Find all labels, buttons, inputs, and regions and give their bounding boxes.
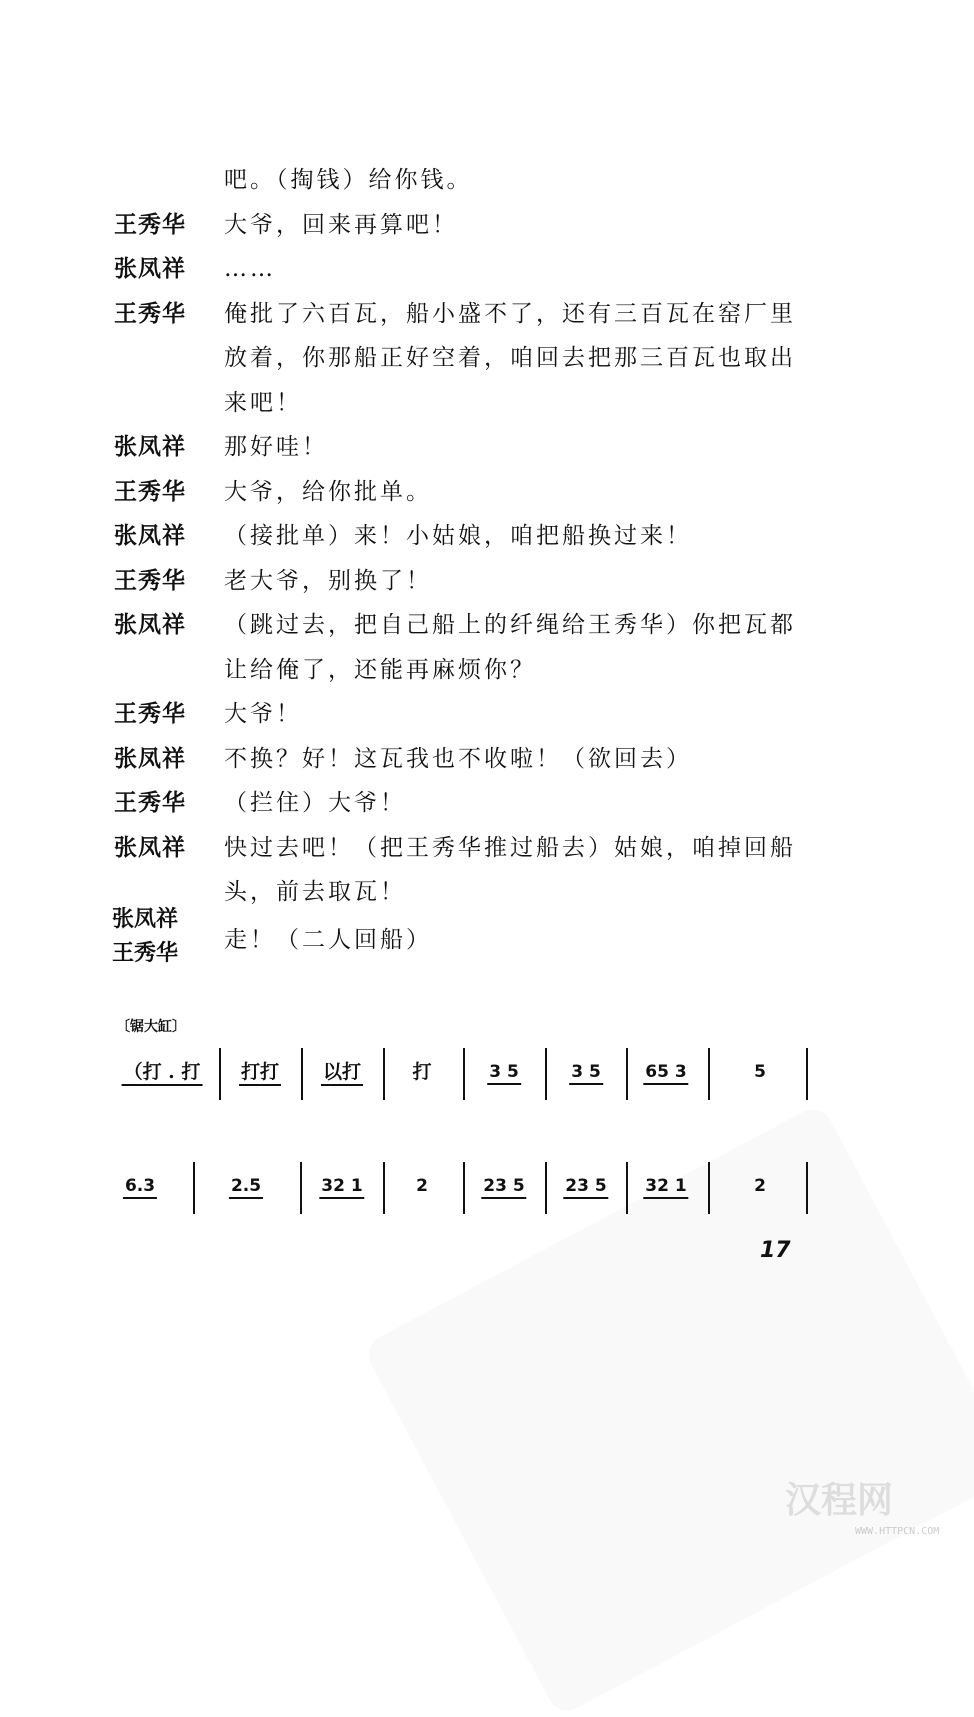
speaker-name: 张凤祥 xyxy=(114,611,186,638)
dialogue-line xyxy=(0,478,974,522)
bar-line xyxy=(300,1162,302,1214)
bar-line xyxy=(806,1162,808,1214)
speaker-name: 王秀华 xyxy=(114,210,186,238)
speaker-name: 王秀华 xyxy=(114,477,186,505)
measure-notes: 3 5 xyxy=(487,1062,521,1085)
music-measure xyxy=(563,1174,608,1198)
dialogue-line xyxy=(0,789,974,833)
bar-line xyxy=(626,1162,628,1214)
dialogue-text: …… xyxy=(224,256,276,282)
dialogue-text: 俺批了六百瓦，船小盛不了，还有三百瓦在窑厂里 xyxy=(224,300,796,327)
bar-line xyxy=(463,1048,465,1100)
speaker-name: 王秀华 xyxy=(114,700,186,727)
dialogue-text: 走！（二人回船） xyxy=(224,927,432,953)
dialogue-line xyxy=(0,700,974,744)
measure-notes: 打 xyxy=(412,1061,432,1083)
speaker-name: 王秀华 xyxy=(112,940,179,966)
bar-line xyxy=(626,1048,628,1100)
bar-line xyxy=(806,1048,808,1100)
dialogue-line xyxy=(0,745,974,789)
measure-notes: 23 5 xyxy=(563,1176,608,1199)
speaker-name: 王秀华 xyxy=(114,566,186,594)
dialogue-text: 头，前去取瓦！ xyxy=(224,879,406,905)
bar-line xyxy=(463,1162,465,1214)
dialogue-line xyxy=(0,522,974,566)
measure-notes: 5 xyxy=(754,1062,766,1082)
measure-notes: 32 1 xyxy=(319,1176,364,1199)
music-measure xyxy=(754,1060,766,1084)
watermark-url: WWW.HTTPCN.COM xyxy=(855,1526,940,1537)
measure-notes: 23 5 xyxy=(481,1176,526,1199)
bar-line xyxy=(219,1048,221,1100)
bar-line xyxy=(383,1162,385,1214)
music-measure xyxy=(416,1174,428,1198)
measure-notes: 65 3 xyxy=(643,1062,688,1085)
music-measure xyxy=(754,1174,766,1198)
measure-notes: 6.3 xyxy=(123,1176,157,1199)
speaker-name: 张凤祥 xyxy=(114,522,186,549)
bar-line xyxy=(708,1048,710,1100)
dialogue-text: （接批单）来！小姑娘，咱把船换过来！ xyxy=(224,523,692,549)
music-measure xyxy=(569,1060,603,1084)
bar-line xyxy=(545,1162,547,1214)
music-measure xyxy=(643,1174,688,1198)
music-measure xyxy=(487,1060,521,1084)
dialogue-line xyxy=(0,300,974,344)
dialogue-text: 那好哇！ xyxy=(224,434,328,460)
dialogue-text: 大爷，给你批单。 xyxy=(224,478,432,505)
dialogue-text: 老大爷，别换了！ xyxy=(224,567,432,594)
music-measure xyxy=(319,1174,364,1198)
music-measure xyxy=(123,1174,157,1198)
speaker-name: 张凤祥 xyxy=(114,833,186,861)
music-measure xyxy=(481,1174,526,1198)
measure-notes: 打打 xyxy=(239,1061,281,1086)
music-label: 〔锯大缸〕 xyxy=(116,1019,186,1035)
measure-notes: 以打 xyxy=(321,1061,363,1086)
dialogue-line xyxy=(0,611,974,655)
dialogue-text: 来吧！ xyxy=(224,389,302,416)
measure-notes: 32 1 xyxy=(643,1176,688,1199)
dialogue-line xyxy=(0,656,974,700)
measure-notes: 3 5 xyxy=(569,1062,603,1085)
dialogue-line xyxy=(0,166,974,210)
dialogue-text: （拦住）大爷！ xyxy=(224,790,406,816)
speaker-name: 王秀华 xyxy=(114,299,186,327)
speaker-name: 王秀华 xyxy=(114,789,186,816)
speaker-name: 张凤祥 xyxy=(114,744,186,772)
bar-line xyxy=(383,1048,385,1100)
bar-line xyxy=(301,1048,303,1100)
page-number: 17 xyxy=(760,1238,791,1263)
music-measure xyxy=(321,1060,363,1084)
dialogue-text: 大爷，回来再算吧！ xyxy=(224,211,458,238)
music-measure xyxy=(643,1060,688,1084)
dialogue-line xyxy=(0,834,974,878)
measure-notes: 2.5 xyxy=(229,1176,263,1199)
dialogue-line xyxy=(0,211,974,255)
dialogue-line xyxy=(0,433,974,477)
dialogue-text: 大爷！ xyxy=(224,701,302,727)
dialogue-line xyxy=(0,389,974,433)
watermark-logo: 汉程网 xyxy=(785,1479,894,1521)
speaker-name: 张凤祥 xyxy=(114,255,186,282)
bar-line xyxy=(193,1162,195,1214)
measure-notes: 2 xyxy=(754,1176,766,1196)
dialogue-line xyxy=(0,567,974,611)
dialogue-text: （跳过去，把自己船上的纤绳给王秀华）你把瓦都 xyxy=(224,612,796,638)
dialogue-text: 快过去吧！（把王秀华推过船去）姑娘，咱掉回船 xyxy=(224,834,796,861)
dialogue-text: 吧。（掏钱）给你钱。 xyxy=(224,167,473,193)
dialogue-text: 不换？好！这瓦我也不收啦！（欲回去） xyxy=(224,745,692,772)
music-measure xyxy=(122,1060,203,1084)
bar-line xyxy=(708,1162,710,1214)
speaker-name: 张凤祥 xyxy=(112,906,179,932)
measure-notes: 2 xyxy=(416,1176,428,1196)
dialogue-text: 放着，你那船正好空着，咱回去把那三百瓦也取出 xyxy=(224,345,796,371)
dialogue-text: 让给俺了，还能再麻烦你？ xyxy=(224,656,536,683)
music-measure xyxy=(239,1060,281,1084)
dialogue-line xyxy=(0,255,974,299)
measure-notes: （打 . 打 xyxy=(122,1061,203,1086)
bar-line xyxy=(545,1048,547,1100)
music-measure xyxy=(229,1174,263,1198)
music-measure xyxy=(412,1060,431,1084)
speaker-name: 张凤祥 xyxy=(114,433,186,460)
dialogue-line xyxy=(0,344,974,388)
